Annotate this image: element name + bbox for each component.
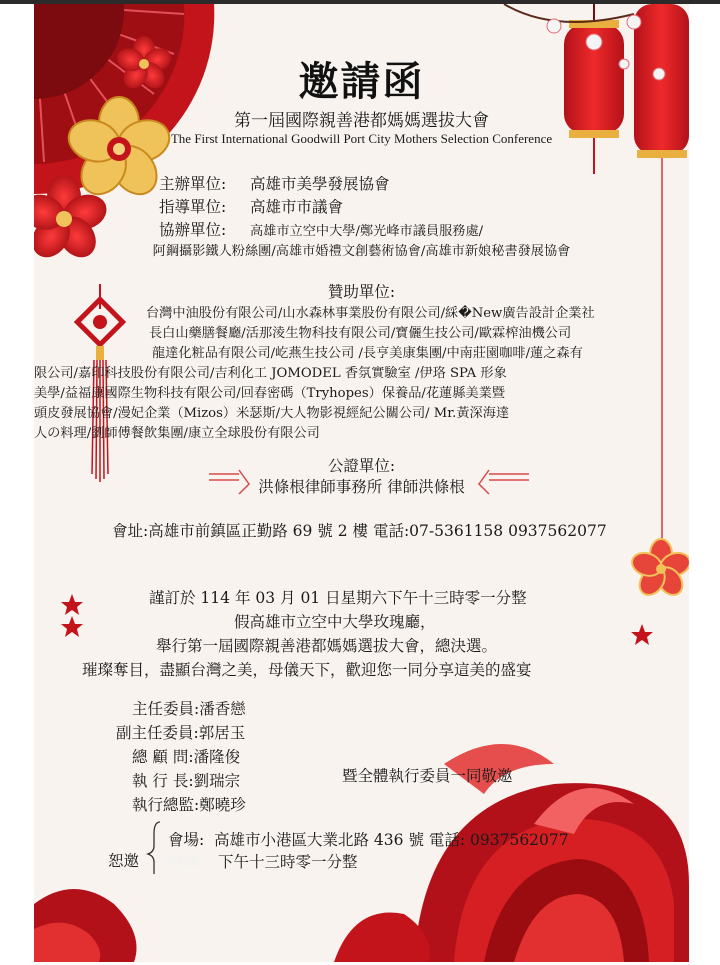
committee-member: 執行總監:鄭曉珍 [132, 796, 246, 814]
event-title-zh: 第一屆國際親善港都媽媽選拔大會 [234, 111, 489, 131]
host-label: 主辦單位: [159, 175, 227, 193]
sponsor-line: 頭皮發展協會/漫妃企業（Mizos）米瑟斯/大人物影視經紀公關公司/ Mr.黃深海達 [34, 406, 510, 421]
event-purpose: 舉行第一屆國際親善港都媽媽選拔大會，總決選。 [156, 637, 498, 655]
event-title-en: The First International Goodwill Port City Mothers Selection Conference [170, 131, 553, 146]
committee-member: 主任委員:潘香戀 [132, 700, 246, 718]
association-address: 會址:高雄市前鎮區正勤路 69 號 2 樓 電話:07-5361158 0937562077 [112, 522, 607, 540]
committee-member: 總 顧 問:潘隆俊 [132, 748, 241, 766]
co-organizer-value-2: 阿鋼攝影鐵人粉絲團/高雄市婚禮文創藝術協會/高雄市新娘秘書發展協會 [152, 244, 571, 259]
co-organizer-label: 協辦單位: [159, 221, 227, 239]
time-label: 時間: [168, 853, 205, 871]
page-title: 邀請函 [298, 58, 425, 105]
guide-label: 指導單位: [159, 198, 227, 216]
host-value: 高雄市美學發展協會 [250, 175, 390, 193]
sponsor-label: 贊助單位: [327, 283, 396, 301]
event-venue: 假高雄市立空中大學玫瑰廳， [234, 613, 436, 631]
footer-bracket [148, 822, 160, 874]
red-flower-icon [629, 539, 689, 600]
guide-value: 高雄市市議會 [250, 198, 344, 216]
sponsor-line: 限公司/嘉印科技股份有限公司/吉利化工 JOMODEL 香氛實驗室 /伊珞 SPA 形象 [34, 366, 507, 381]
invitation-card [34, 4, 689, 962]
event-date: 謹訂於 114 年 03 月 01 日星期六下午十三時零一分整 [149, 589, 527, 607]
event-slogan: 璀璨奪目，盡顯台灣之美，母儀天下，歡迎您一同分享這美的盛宴 [82, 661, 532, 679]
sponsor-line: 長白山藥膳餐廳/活那淩生物科技有限公司/寶儷生技公司/歐霖榨油機公司 [149, 326, 572, 341]
invite-label: 恕邀 [108, 852, 140, 870]
committee-member: 副主任委員:郭居玉 [116, 724, 246, 742]
venue-value: 高雄市小港區大業北路 436 號 電話: 0937562077 [214, 831, 569, 849]
notary-value: 洪條根律師事務所 律師洪條根 [258, 478, 465, 496]
committee-closing: 暨全體執行委員一同敬邀 [342, 767, 513, 785]
sponsor-line: 龍達化粧品有限公司/屹燕生技公司 /長亨美康集團/中南莊園咖啡/蓮之森有 [152, 346, 583, 361]
notary-label: 公證單位: [327, 457, 396, 475]
committee-member: 執 行 長:劉瑞宗 [132, 772, 241, 790]
venue-label: 會場: [168, 831, 205, 849]
sponsor-line: 人の料理/劉師傅餐飲集團/康立全球股份有限公司 [34, 426, 320, 441]
co-organizer-value: 高雄市立空中大學/鄭光峰市議員服務處/ [250, 224, 484, 239]
time-value: 下午十三時零一分整 [218, 853, 358, 871]
sponsor-line: 台灣中油股份有限公司/山水森林事業股份有限公司/綵�New廣告設計企業社 [146, 306, 595, 321]
sponsor-line: 美學/益福康國際生物科技有限公司/回春密碼（Tryhopes）保養品/花蓮縣美業暨 [34, 386, 505, 401]
